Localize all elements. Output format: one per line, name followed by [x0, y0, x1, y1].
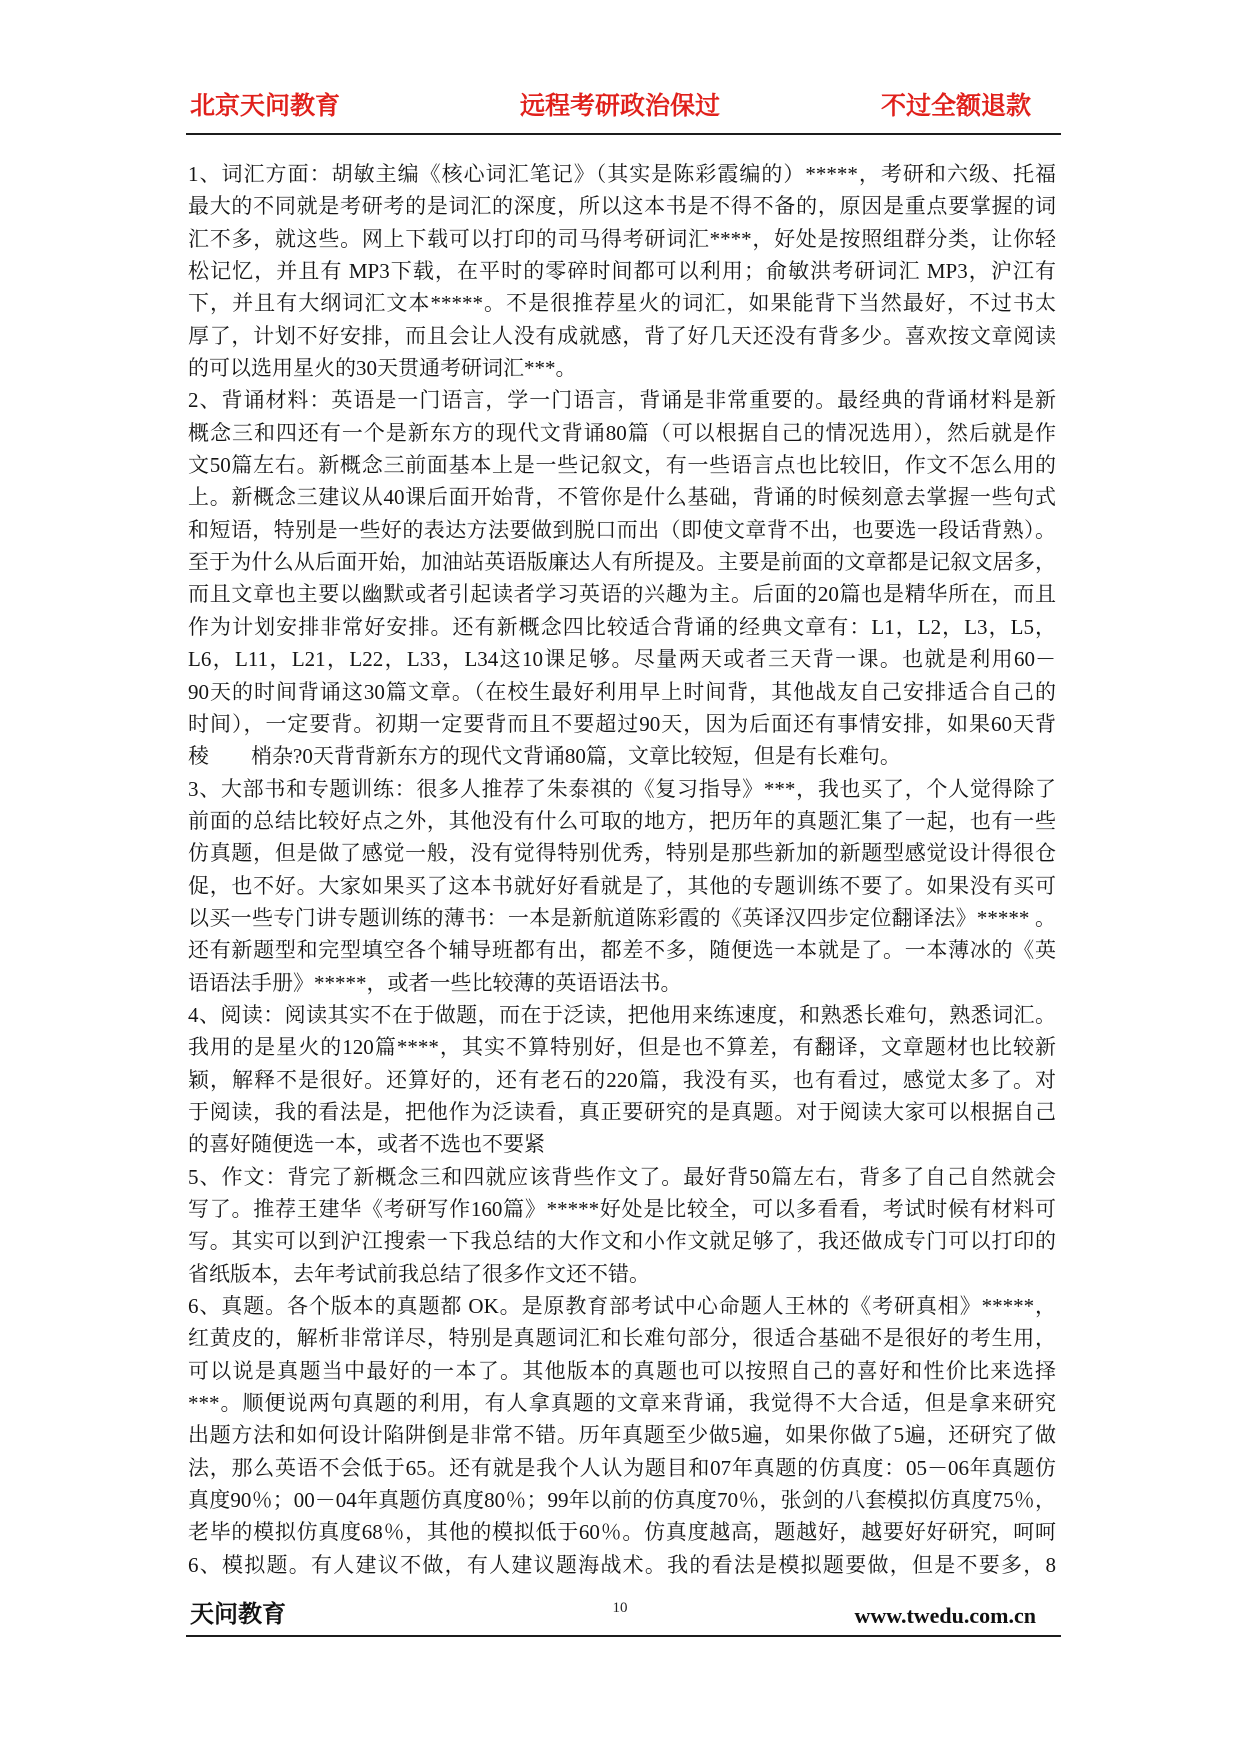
footer-brand: 天问教育 [190, 1602, 286, 1628]
text-line: 于阅读，我的看法是，把他作为泛读看，真正要研究的是真题。对于阅读大家可以根据自己 [188, 1099, 1056, 1124]
paragraph [188, 1549, 1056, 1581]
text-line: 的可以选用星火的30天贯通考研词汇***。 [188, 356, 577, 381]
text-line: 最大的不同就是考研考的是词汇的深度，所以这本书是不得不备的，原因是重点要掌握的词 [188, 194, 1056, 219]
text-line: 而且文章也主要以幽默或者引起读者学习英语的兴趣为主。后面的20篇也是精华所在，而且 [188, 582, 1056, 607]
page-header [0, 90, 1241, 124]
text-line: 老毕的模拟仿真度68％，其他的模拟低于60％。仿真度越高，题越好，越要好好研究，呵呵 [188, 1520, 1056, 1545]
text-line: 真度90％；00－04年真题仿真度80％；99年以前的仿真度70％，张剑的八套模拟仿真度75％， [188, 1488, 1056, 1513]
header-refund-guarantee: 不过全额退款 [880, 93, 1031, 120]
text-line: 促，也不好。大家如果买了这本书就好好看就是了，其他的专题训练不要了。如果没有买可 [188, 873, 1056, 898]
footer-rule [186, 1635, 1061, 1637]
text-line: 6、真题。各个版本的真题都 OK。是原教育部考试中心命题人王林的《考研真相》*****， [188, 1294, 1056, 1319]
text-line: 颖，解释不是很好。还算好的，还有老石的220篇，我没有买，也有看过，感觉太多了。对 [188, 1067, 1056, 1092]
text-line: 可以说是真题当中最好的一本了。其他版本的真题也可以按照自己的喜好和性价比来选择 [188, 1358, 1056, 1383]
paragraph [188, 158, 1056, 384]
text-line: 仿真题，但是做了感觉一般，没有觉得特别优秀，特别是那些新加的新题型感觉设计得很仓 [188, 841, 1056, 866]
text-line: 出题方法和如何设计陷阱倒是非常不错。历年真题至少做5遍，如果你做了5遍，还研究了做 [188, 1423, 1056, 1448]
text-line: 以买一些专门讲专题训练的薄书：一本是新航道陈彩霞的《英译汉四步定位翻译法》***** 。 [188, 905, 1056, 930]
text-line: 下，并且有大纲词汇文本*****。不是很推荐星火的词汇，如果能背下当然最好，不过书太 [188, 291, 1056, 316]
text-line: 4、阅读：阅读其实不在于做题，而在于泛读，把他用来练速度，和熟悉长难句，熟悉词汇。 [188, 1002, 1056, 1027]
text-line: 汇不多，就这些。网上下载可以打印的司马得考研词汇****，好处是按照组群分类，让你轻 [188, 226, 1056, 251]
text-line: 90天的时间背诵这30篇文章。（在校生最好利用早上时间背，其他战友自己安排适合自己的 [188, 679, 1056, 704]
text-line: 上。新概念三建议从40课后面开始背，不管你是什么基础，背诵的时候刻意去掌握一些句式 [188, 485, 1056, 510]
text-line: L6，L11，L21，L22，L33，L34这10课足够。尽量两天或者三天背一课。也就是利用60－ [188, 647, 1056, 672]
paragraph [188, 773, 1056, 999]
text-line: 至于为什么从后面开始，加油站英语版廉达人有所提及。主要是前面的文章都是记叙文居多， [188, 550, 1056, 575]
text-line: 写。其实可以到沪江搜索一下我总结的大作文和小作文就足够了，我还做成专门可以打印的 [188, 1229, 1056, 1254]
header-rule [186, 133, 1061, 135]
text-line: 时间），一定要背。初期一定要背而且不要超过90天，因为后面还有事情安排，如果60天背 [188, 711, 1056, 736]
header-institution-name: 北京天问教育 [190, 93, 341, 120]
body-text [188, 158, 1056, 1581]
text-line: 概念三和四还有一个是新东方的现代文背诵80篇（可以根据自己的情况选用），然后就是作 [188, 420, 1056, 445]
text-line: ***。顺便说两句真题的利用，有人拿真题的文章来背诵，我觉得不大合适，但是拿来研究 [188, 1391, 1056, 1416]
text-line: 还有新题型和完型填空各个辅导班都有出，都差不多，随便选一本就是了。一本薄冰的《英 [188, 938, 1056, 963]
text-line: 1、词汇方面：胡敏主编《核心词汇笔记》（其实是陈彩霞编的）*****，考研和六级、托福 [188, 162, 1056, 186]
text-line: 的喜好随便选一本，或者不选也不要紧 [188, 1132, 545, 1157]
text-line: 6、模拟题。有人建议不做，有人建议题海战术。我的看法是模拟题要做，但是不要多，8 [188, 1552, 1056, 1577]
text-line: 语语法手册》*****，或者一些比较薄的英语语法书。 [188, 970, 682, 995]
text-line: 前面的总结比较好点之外，其他没有什么可取的地方，把历年的真题汇集了一起，也有一些 [188, 808, 1056, 833]
text-line: 厚了，计划不好安排，而且会让人没有成就感，背了好几天还没有背多少。喜欢按文章阅读 [188, 323, 1056, 348]
paragraph [188, 999, 1056, 1161]
text-line: 省纸版本，去年考试前我总结了很多作文还不错。 [188, 1261, 650, 1286]
page-number: 10 [612, 1600, 628, 1616]
text-line: 写了。推荐王建华《考研写作160篇》*****好处是比较全，可以多看看，考试时候有材料可 [188, 1197, 1056, 1221]
text-line: 红黄皮的，解析非常详尽，特别是真题词汇和长难句部分，很适合基础不是很好的考生用， [188, 1326, 1056, 1351]
footer-website: www.twedu.com.cn [854, 1603, 1036, 1628]
text-line: 2、背诵材料：英语是一门语言，学一门语言，背诵是非常重要的。最经典的背诵材料是新 [188, 388, 1056, 413]
page-footer [0, 1598, 1241, 1632]
paragraph [188, 1161, 1056, 1290]
text-line: 3、大部书和专题训练：很多人推荐了朱泰祺的《复习指导》***，我也买了，个人觉得除了 [188, 776, 1056, 801]
text-line: 文50篇左右。新概念三前面基本上是一些记叙文，有一些语言点也比较旧，作文不怎么用的 [188, 453, 1056, 478]
paragraph [188, 384, 1056, 772]
text-line: 我用的是星火的120篇****，其实不算特别好，但是也不算差，有翻译，文章题材也比较新 [188, 1035, 1056, 1060]
text-line: 作为计划安排非常好安排。还有新概念四比较适合背诵的经典文章有：L1，L2，L3，L5， [188, 614, 1056, 639]
header-slogan: 远程考研政治保过 [519, 93, 720, 120]
paragraph [188, 1290, 1056, 1549]
text-line: 稜 梢杂?0天背背新东方的现代文背诵80篇，文章比较短，但是有长难句。 [188, 744, 901, 769]
text-line: 松记忆，并且有 MP3下载，在平时的零碎时间都可以利用；俞敏洪考研词汇 MP3，沪江有 [188, 259, 1056, 284]
text-line: 和短语，特别是一些好的表达方法要做到脱口而出（即使文章背不出，也要选一段话背熟）。 [188, 517, 1056, 542]
text-line: 5、作文：背完了新概念三和四就应该背些作文了。最好背50篇左右，背多了自己自然就会 [188, 1164, 1056, 1189]
text-line: 法，那么英语不会低于65。还有就是我个人认为题目和07年真题的仿真度：05－06年真题仿 [188, 1455, 1056, 1480]
